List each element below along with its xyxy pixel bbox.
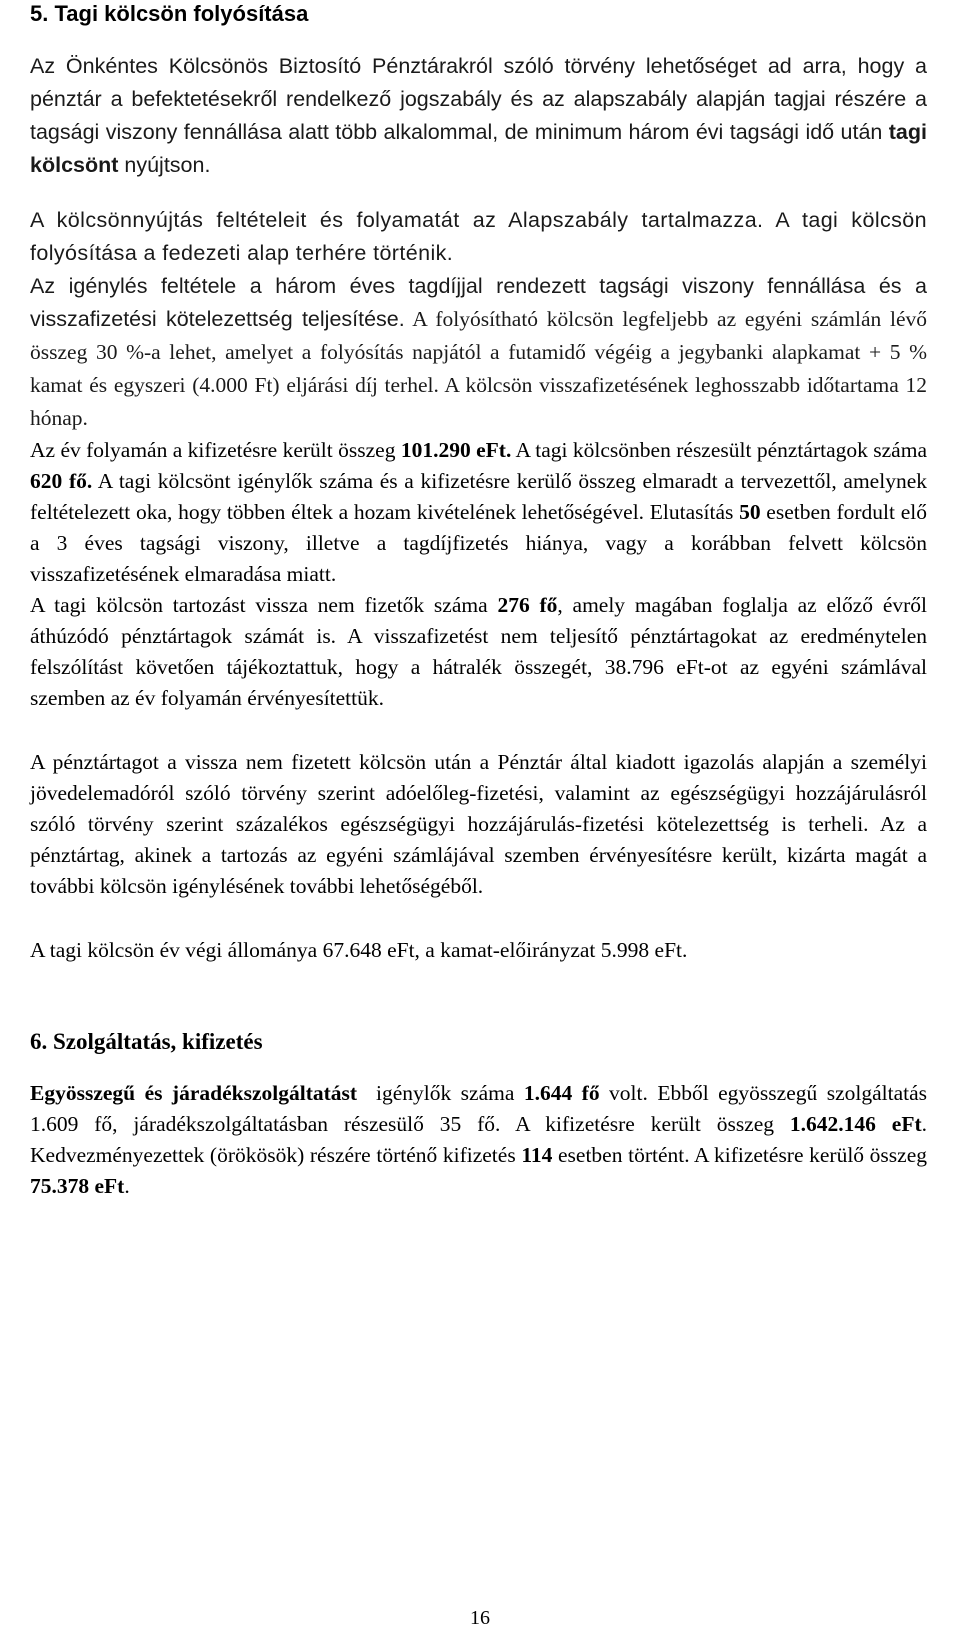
spacer bbox=[30, 902, 927, 935]
text: esetben fordult elő a 3 éves tagsági viszony, illetve a tagdíjfizetés hiánya, vagy a korábban felvett kölcsön visszafizetésének elmaradása miatt. bbox=[30, 500, 927, 586]
section-5-heading: 5. Tagi kölcsön folyósítása bbox=[30, 1, 309, 26]
bold-text: 1.644 fő bbox=[523, 1081, 600, 1105]
bold-text: tagi kölcsönt bbox=[30, 120, 927, 177]
bold-text: 114 bbox=[521, 1143, 553, 1167]
text: A tagi kölcsönben részesült pénztártagok száma bbox=[511, 438, 927, 462]
spacer bbox=[30, 966, 927, 1028]
text: Az év folyamán a kifizetésre került összeg bbox=[30, 438, 401, 462]
page-number: 16 bbox=[470, 1607, 490, 1629]
bold-text: 1.642.146 eFt bbox=[789, 1112, 922, 1136]
bold-text: Egyösszegű és járadékszolgáltatást bbox=[30, 1081, 358, 1105]
text: A kölcsönnyújtás feltételeit és folyamatát az Alapszabály tartalmazza. bbox=[30, 208, 764, 232]
paragraph-services bbox=[30, 1078, 927, 1202]
paragraph-year-end: A tagi kölcsön év végi állománya 67.648 eFt, a kamat-előirányzat 5.998 eFt. bbox=[30, 938, 688, 962]
document-page bbox=[30, 0, 927, 1202]
bold-text: 276 fő bbox=[497, 593, 558, 617]
text: . bbox=[124, 1174, 130, 1198]
text: esetben történt. A kifizetésre kerülő összeg bbox=[552, 1143, 927, 1167]
paragraph-intro bbox=[30, 50, 927, 182]
paragraph-conditions bbox=[30, 204, 927, 270]
text: volt. Ebből egyösszegű szolgáltatás 1.609 fő, járadékszolgáltatásban részesülő 35 fő. A kifizetésre került összeg bbox=[30, 1081, 928, 1136]
text: A tagi kölcsön folyósítása a fedezeti alap terhére történik. bbox=[30, 208, 928, 265]
section-6-heading: 6. Szolgáltatás, kifizetés bbox=[30, 1029, 263, 1054]
bold-text: 101.290 eFt. bbox=[400, 438, 512, 462]
text: A tagi kölcsönt igénylők száma és a kifizetésre kerülő összeg elmaradt a tervezettől, amelynek feltételezett oka, hogy többen éltek a hozam kivételének lehetőségével. Elutasítás bbox=[30, 469, 927, 524]
text: , amely magában foglalja az előző évről áthúzódó pénztártagok számát is. A visszafizetést nem teljesítő pénztártagokat az eredménytelen felszólítást követően tájékoztattuk, hogy a hátralék összegét, 38.796 eFt-ot az egyéni számlával szemben az év folyamán érvényesítettük. bbox=[30, 593, 927, 710]
bold-text: 50 bbox=[739, 500, 761, 524]
spacer bbox=[30, 182, 927, 204]
text: nyújtson. bbox=[118, 153, 211, 177]
bold-text: 75.378 eFt bbox=[30, 1174, 125, 1198]
bold-text: 620 fő. bbox=[30, 469, 93, 493]
spacer bbox=[30, 28, 927, 50]
text: . Kedvezményezettek (örökösök) részére történő kifizetés bbox=[30, 1112, 927, 1167]
text: Az igénylés feltétele a három éves tagdíjjal rendezett tagsági viszony fennállása és a visszafizetési kötelezettség teljesítése. bbox=[30, 274, 927, 331]
text: A folyósítható kölcsön legfeljebb az egyéni számlán lévő összeg 30 %-a lehet, amelyet a folyósítás napjától a futamidő végéig a jegybanki alapkamat + 5 % kamat és egyszeri (4.000 Ft) eljárási díj terhel. A kölcsön visszafizetésének leghosszabb időtartama 12 hónap. bbox=[30, 307, 928, 430]
text: igénylők száma bbox=[357, 1081, 524, 1105]
paragraph-debtors bbox=[30, 590, 927, 714]
paragraph-requirements bbox=[30, 270, 927, 435]
paragraph-payouts bbox=[30, 435, 927, 590]
text: A tagi kölcsön tartozást vissza nem fizetők száma bbox=[30, 593, 498, 617]
paragraph-tax: A pénztártagot a vissza nem fizetett kölcsön után a Pénztár által kiadott igazolás alapján a személyi jövedelemadóról szóló törvény szerint adóelőleg-fizetési, valamint az egészségügyi hozzájárulásról szóló törvény szerint százalékos egészségügyi hozzájárulás-fizetési kötelezettség is terheli. Az a pénztártag, akinek a tartozás az egyéni számlájával szemben érvényesítésre került, kizárta magát a további kölcsön igénylésének további lehetőségéből. bbox=[30, 750, 927, 898]
text: Az Önkéntes Kölcsönös Biztosító Pénztárakról szóló törvény lehetőséget ad arra, hogy a pénztár a befektetésekről rendelkező jogszabály és az alapszabály alapján tagjai részére a tagsági viszony fennállása alatt több alkalommal, de minimum három évi tagsági idő után bbox=[30, 54, 927, 144]
spacer bbox=[30, 714, 927, 747]
spacer bbox=[30, 1056, 927, 1078]
